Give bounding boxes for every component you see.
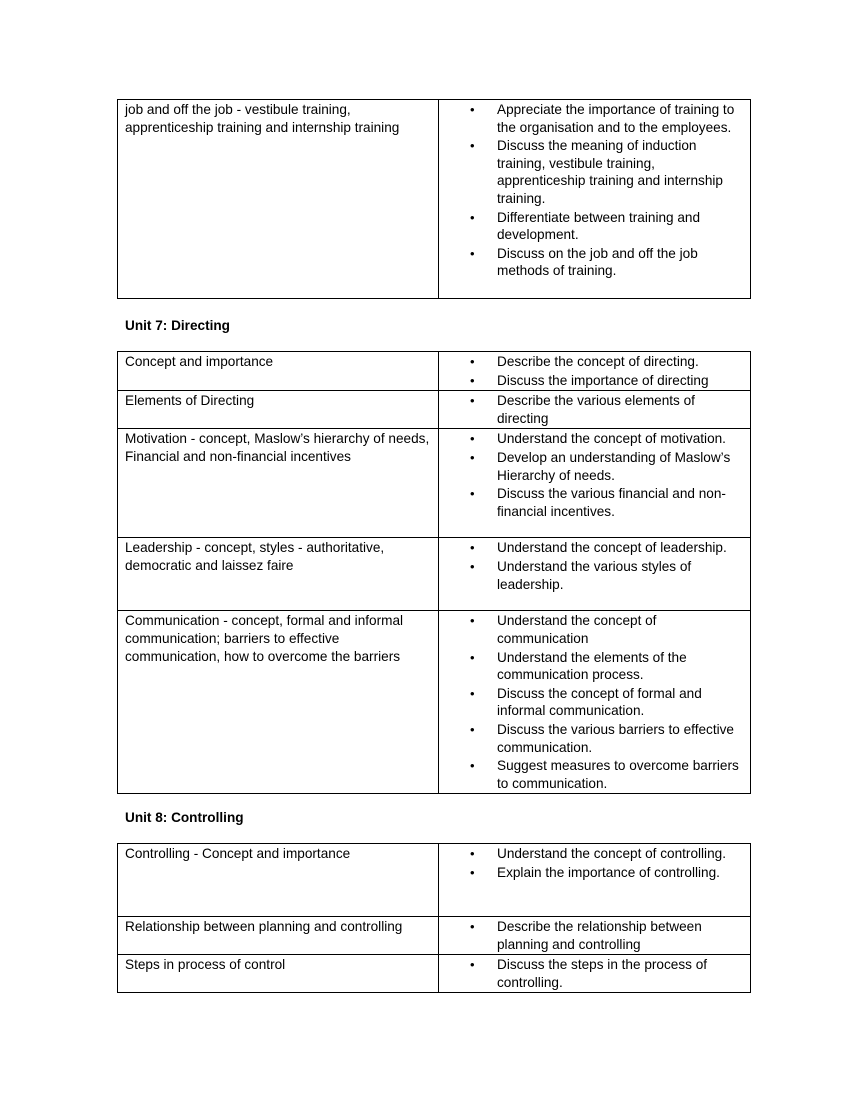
list-item: • Discuss the meaning of induction training, vestibule training, apprenticeship training and internship training. xyxy=(470,138,723,206)
outcomes-cell xyxy=(439,955,751,993)
list-item: • Differentiate between training and development. xyxy=(470,209,701,243)
list-item: • Describe the various elements of directing xyxy=(470,393,695,426)
table-row xyxy=(118,917,751,955)
list-item: • Discuss the concept of formal and informal communication. xyxy=(470,685,702,719)
outcomes-cell xyxy=(439,352,751,391)
bullet-icon: • xyxy=(470,721,475,737)
table-row xyxy=(118,352,751,391)
syllabus-table xyxy=(117,351,751,794)
bullet-icon: • xyxy=(470,431,475,447)
outcomes-cell xyxy=(439,538,751,611)
list-item: • Discuss on the job and off the job methods of training. xyxy=(470,245,698,279)
table-row xyxy=(118,100,751,299)
topic-cell: Controlling - Concept and importance xyxy=(118,844,439,917)
list-item: • Understand the various styles of leadership. xyxy=(470,558,692,592)
table-row xyxy=(118,429,751,538)
topic-cell: job and off the job - vestibule training, apprenticeship training and internship training xyxy=(118,100,439,299)
outcomes-list xyxy=(439,101,746,280)
outcomes-cell xyxy=(439,100,751,299)
list-item: • Explain the importance of controlling. xyxy=(470,864,720,880)
topic-cell: Communication - concept, formal and informal communication; barriers to effective communication, how to overcome the barriers xyxy=(118,611,439,794)
bullet-icon: • xyxy=(470,540,475,556)
list-item: • Discuss the importance of directing xyxy=(470,372,709,388)
bullet-icon: • xyxy=(470,354,475,369)
bullet-icon: • xyxy=(470,245,475,261)
list-item: • Describe the relationship between planning and controlling xyxy=(470,919,702,952)
list-item: • Discuss the various financial and non-financial incentives. xyxy=(470,486,726,519)
bullet-icon: • xyxy=(470,209,475,225)
training-table xyxy=(117,99,733,299)
list-item: • Discuss the steps in the process of controlling. xyxy=(470,957,708,990)
bullet-icon: • xyxy=(470,102,475,117)
list-item: • Understand the concept of motivation. xyxy=(470,431,726,447)
table-row xyxy=(118,538,751,611)
bullet-icon: • xyxy=(470,558,475,574)
bullet-icon: • xyxy=(470,864,475,880)
unit7-heading: Unit 7: Directing xyxy=(125,318,230,333)
outcomes-list xyxy=(439,430,746,520)
outcomes-cell xyxy=(439,917,751,955)
topic-cell: Relationship between planning and controlling xyxy=(118,917,439,955)
outcomes-cell xyxy=(439,611,751,794)
bullet-icon: • xyxy=(470,372,475,388)
unit8-table xyxy=(117,843,733,993)
bullet-icon: • xyxy=(470,613,475,629)
list-item: • Understand the elements of the communication process. xyxy=(470,649,687,683)
syllabus-table xyxy=(117,99,751,299)
bullet-icon: • xyxy=(470,138,475,154)
bullet-icon: • xyxy=(470,486,475,502)
bullet-icon: • xyxy=(470,449,475,465)
bullet-icon: • xyxy=(470,758,475,774)
list-item: • Describe the concept of directing. xyxy=(470,354,699,369)
outcomes-list xyxy=(439,353,746,389)
bullet-icon: • xyxy=(470,685,475,701)
outcomes-list xyxy=(439,392,746,427)
unit8-heading: Unit 8: Controlling xyxy=(125,810,244,825)
table-row xyxy=(118,611,751,794)
list-item: • Discuss the various barriers to effective communication. xyxy=(470,721,734,755)
outcomes-cell xyxy=(439,391,751,429)
topic-cell: Motivation - concept, Maslow’s hierarchy of needs, Financial and non-financial incentives xyxy=(118,429,439,538)
outcomes-list xyxy=(439,918,746,953)
bullet-icon: • xyxy=(470,846,475,861)
syllabus-table xyxy=(117,843,751,993)
table-row xyxy=(118,844,751,917)
outcomes-list xyxy=(439,845,746,881)
topic-cell: Leadership - concept, styles - authoritative, democratic and laissez faire xyxy=(118,538,439,611)
outcomes-cell xyxy=(439,844,751,917)
outcomes-list xyxy=(439,956,746,991)
list-item: • Develop an understanding of Maslow’s Hierarchy of needs. xyxy=(470,449,731,483)
bullet-icon: • xyxy=(470,957,475,973)
topic-cell: Elements of Directing xyxy=(118,391,439,429)
list-item: • Appreciate the importance of training to the organisation and to the employees. xyxy=(470,102,735,135)
unit7-table xyxy=(117,351,739,794)
outcomes-cell xyxy=(439,429,751,538)
bullet-icon: • xyxy=(470,919,475,934)
table-row xyxy=(118,955,751,993)
list-item: • Understand the concept of leadership. xyxy=(470,540,727,556)
list-item: • Understand the concept of controlling. xyxy=(470,846,726,861)
table-row xyxy=(118,391,751,429)
topic-cell: Concept and importance xyxy=(118,352,439,391)
topic-cell: Steps in process of control xyxy=(118,955,439,993)
list-item: • Understand the concept of communication xyxy=(470,613,657,646)
outcomes-list xyxy=(439,612,746,792)
bullet-icon: • xyxy=(470,649,475,665)
bullet-icon: • xyxy=(470,393,475,409)
list-item: • Suggest measures to overcome barriers to communication. xyxy=(470,758,739,791)
outcomes-list xyxy=(439,539,746,593)
